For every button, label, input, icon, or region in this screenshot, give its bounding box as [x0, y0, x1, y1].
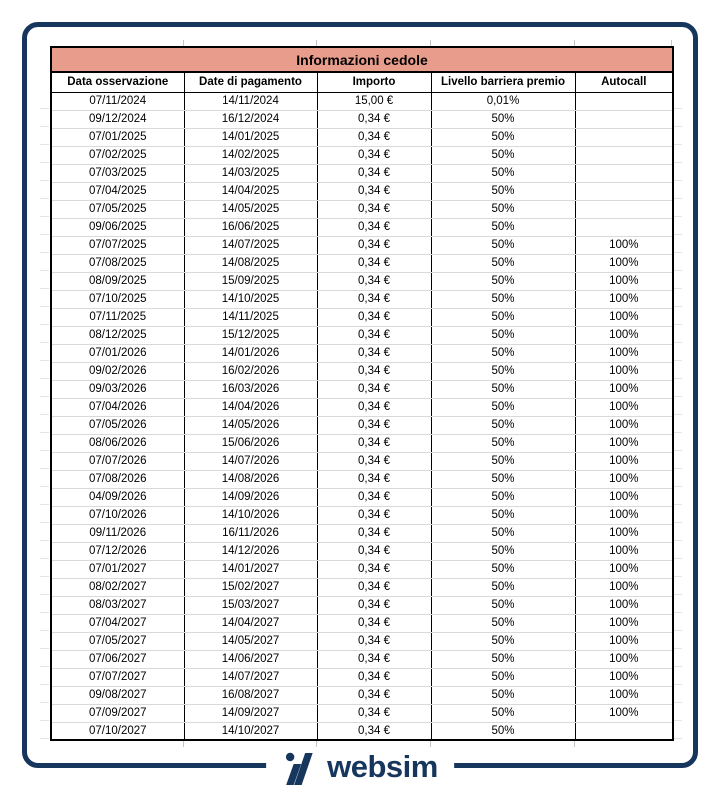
- cell-data-osservazione: 07/04/2025: [51, 182, 184, 200]
- cell-livello-barriera-premio: 50%: [431, 308, 575, 326]
- cell-data-osservazione: 08/12/2025: [51, 326, 184, 344]
- cell-date-pagamento: 14/10/2025: [184, 290, 317, 308]
- cell-livello-barriera-premio: 50%: [431, 686, 575, 704]
- cell-livello-barriera-premio: 50%: [431, 236, 575, 254]
- cell-date-pagamento: 14/04/2026: [184, 398, 317, 416]
- cell-autocall: 100%: [575, 272, 673, 290]
- cell-livello-barriera-premio: 50%: [431, 488, 575, 506]
- cell-data-osservazione: 09/11/2026: [51, 524, 184, 542]
- cell-data-osservazione: 07/01/2025: [51, 128, 184, 146]
- cell-date-pagamento: 14/04/2027: [184, 614, 317, 632]
- cell-date-pagamento: 14/07/2025: [184, 236, 317, 254]
- table-title: Informazioni cedole: [51, 47, 673, 72]
- cell-data-osservazione: 07/05/2027: [51, 632, 184, 650]
- cell-importo: 0,34 €: [317, 614, 431, 632]
- cell-autocall: 100%: [575, 686, 673, 704]
- cell-autocall: 100%: [575, 344, 673, 362]
- gridline-stub: [430, 741, 431, 747]
- cell-autocall: 100%: [575, 560, 673, 578]
- cell-data-osservazione: 07/07/2027: [51, 668, 184, 686]
- table-row: [51, 200, 673, 218]
- table-row: [51, 542, 673, 560]
- cell-importo: 0,34 €: [317, 254, 431, 272]
- cell-autocall: 100%: [575, 398, 673, 416]
- cell-importo: 0,34 €: [317, 578, 431, 596]
- websim-logo-mark: [282, 752, 318, 785]
- table-row: [51, 182, 673, 200]
- table-row: [51, 398, 673, 416]
- cell-autocall: 100%: [575, 470, 673, 488]
- gridline-stub: [183, 741, 184, 747]
- cell-importo: 0,34 €: [317, 146, 431, 164]
- cell-autocall: 100%: [575, 254, 673, 272]
- cell-livello-barriera-premio: 50%: [431, 524, 575, 542]
- table-title-row: [51, 47, 673, 72]
- cell-date-pagamento: 14/01/2026: [184, 344, 317, 362]
- table-row: [51, 650, 673, 668]
- cell-autocall: [575, 92, 673, 110]
- cell-importo: 0,34 €: [317, 164, 431, 182]
- cell-autocall: 100%: [575, 488, 673, 506]
- table-row: [51, 128, 673, 146]
- cell-autocall: 100%: [575, 506, 673, 524]
- cell-livello-barriera-premio: 50%: [431, 542, 575, 560]
- column-header: Date di pagamento: [184, 72, 317, 92]
- cell-data-osservazione: 08/03/2027: [51, 596, 184, 614]
- table-row: [51, 272, 673, 290]
- cell-data-osservazione: 07/01/2027: [51, 560, 184, 578]
- cell-autocall: [575, 164, 673, 182]
- cell-data-osservazione: 04/09/2026: [51, 488, 184, 506]
- cell-autocall: 100%: [575, 632, 673, 650]
- coupon-info-table: [50, 46, 674, 741]
- cell-livello-barriera-premio: 50%: [431, 452, 575, 470]
- cell-importo: 0,34 €: [317, 218, 431, 236]
- cell-importo: 0,34 €: [317, 182, 431, 200]
- cell-importo: 0,34 €: [317, 362, 431, 380]
- cell-autocall: [575, 146, 673, 164]
- cell-data-osservazione: 07/02/2025: [51, 146, 184, 164]
- table-row: [51, 560, 673, 578]
- cell-livello-barriera-premio: 50%: [431, 290, 575, 308]
- table-row: [51, 92, 673, 110]
- cell-date-pagamento: 14/07/2027: [184, 668, 317, 686]
- cell-importo: 0,34 €: [317, 470, 431, 488]
- cell-livello-barriera-premio: 50%: [431, 326, 575, 344]
- cell-importo: 0,34 €: [317, 398, 431, 416]
- cell-data-osservazione: 07/11/2024: [51, 92, 184, 110]
- cell-date-pagamento: 14/05/2025: [184, 200, 317, 218]
- cell-date-pagamento: 14/06/2027: [184, 650, 317, 668]
- cell-livello-barriera-premio: 50%: [431, 164, 575, 182]
- cell-date-pagamento: 14/04/2025: [184, 182, 317, 200]
- table-row: [51, 704, 673, 722]
- cell-data-osservazione: 07/06/2027: [51, 650, 184, 668]
- cell-importo: 0,34 €: [317, 488, 431, 506]
- cell-autocall: 100%: [575, 614, 673, 632]
- cell-date-pagamento: 14/11/2024: [184, 92, 317, 110]
- cell-importo: 0,34 €: [317, 452, 431, 470]
- cell-autocall: 100%: [575, 236, 673, 254]
- cell-data-osservazione: 07/04/2026: [51, 398, 184, 416]
- cell-importo: 0,34 €: [317, 560, 431, 578]
- table-row: [51, 416, 673, 434]
- cell-livello-barriera-premio: 50%: [431, 434, 575, 452]
- cell-data-osservazione: 07/01/2026: [51, 344, 184, 362]
- cell-livello-barriera-premio: 50%: [431, 200, 575, 218]
- table-row: [51, 380, 673, 398]
- table-row: [51, 362, 673, 380]
- table-row: [51, 470, 673, 488]
- cell-livello-barriera-premio: 50%: [431, 416, 575, 434]
- cell-data-osservazione: 08/06/2026: [51, 434, 184, 452]
- cell-autocall: 100%: [575, 650, 673, 668]
- cell-livello-barriera-premio: 50%: [431, 470, 575, 488]
- cell-autocall: 100%: [575, 326, 673, 344]
- cell-data-osservazione: 07/07/2025: [51, 236, 184, 254]
- cell-data-osservazione: 07/08/2026: [51, 470, 184, 488]
- cell-date-pagamento: 16/03/2026: [184, 380, 317, 398]
- cell-importo: 0,34 €: [317, 326, 431, 344]
- cell-importo: 0,34 €: [317, 416, 431, 434]
- cell-importo: 0,34 €: [317, 506, 431, 524]
- cell-autocall: 100%: [575, 290, 673, 308]
- cell-data-osservazione: 07/03/2025: [51, 164, 184, 182]
- cell-livello-barriera-premio: 50%: [431, 668, 575, 686]
- cell-date-pagamento: 14/09/2026: [184, 488, 317, 506]
- gridline-stub: [316, 741, 317, 747]
- cell-date-pagamento: 14/11/2025: [184, 308, 317, 326]
- cell-livello-barriera-premio: 50%: [431, 380, 575, 398]
- column-header: Importo: [317, 72, 431, 92]
- cell-autocall: 100%: [575, 704, 673, 722]
- cell-importo: 0,34 €: [317, 380, 431, 398]
- cell-date-pagamento: 14/10/2027: [184, 722, 317, 740]
- cell-autocall: [575, 128, 673, 146]
- cell-autocall: [575, 110, 673, 128]
- table-row: [51, 218, 673, 236]
- table-row: [51, 614, 673, 632]
- gridline-stub: [574, 741, 575, 747]
- cell-importo: 0,34 €: [317, 128, 431, 146]
- cell-autocall: 100%: [575, 668, 673, 686]
- cell-livello-barriera-premio: 50%: [431, 362, 575, 380]
- table-row: [51, 488, 673, 506]
- table-row: [51, 308, 673, 326]
- cell-livello-barriera-premio: 50%: [431, 146, 575, 164]
- cell-importo: 0,34 €: [317, 596, 431, 614]
- cell-autocall: [575, 200, 673, 218]
- cell-date-pagamento: 15/09/2025: [184, 272, 317, 290]
- cell-data-osservazione: 09/02/2026: [51, 362, 184, 380]
- websim-logo-text: websim: [327, 749, 438, 784]
- cell-livello-barriera-premio: 50%: [431, 272, 575, 290]
- cell-date-pagamento: 14/05/2026: [184, 416, 317, 434]
- column-header: Data osservazione: [51, 72, 184, 92]
- cell-autocall: 100%: [575, 524, 673, 542]
- cell-date-pagamento: 14/07/2026: [184, 452, 317, 470]
- cell-livello-barriera-premio: 50%: [431, 632, 575, 650]
- cell-data-osservazione: 07/05/2026: [51, 416, 184, 434]
- cell-data-osservazione: 09/12/2024: [51, 110, 184, 128]
- table-row: [51, 452, 673, 470]
- cell-importo: 0,34 €: [317, 668, 431, 686]
- cell-autocall: 100%: [575, 308, 673, 326]
- table-row: [51, 164, 673, 182]
- cell-importo: 0,34 €: [317, 632, 431, 650]
- cell-importo: 0,34 €: [317, 434, 431, 452]
- cell-livello-barriera-premio: 50%: [431, 704, 575, 722]
- column-header: Livello barriera premio: [431, 72, 575, 92]
- table-row: [51, 344, 673, 362]
- cell-date-pagamento: 16/12/2024: [184, 110, 317, 128]
- gridline-strip-left: [40, 91, 49, 741]
- cell-data-osservazione: 07/09/2027: [51, 704, 184, 722]
- cell-livello-barriera-premio: 50%: [431, 344, 575, 362]
- cell-autocall: [575, 182, 673, 200]
- cell-livello-barriera-premio: 50%: [431, 560, 575, 578]
- cell-autocall: 100%: [575, 596, 673, 614]
- cell-data-osservazione: 08/09/2025: [51, 272, 184, 290]
- table-row: [51, 110, 673, 128]
- cell-livello-barriera-premio: 50%: [431, 182, 575, 200]
- cell-importo: 0,34 €: [317, 272, 431, 290]
- table-row: [51, 434, 673, 452]
- cell-date-pagamento: 15/02/2027: [184, 578, 317, 596]
- table-row: [51, 326, 673, 344]
- cell-data-osservazione: 07/11/2025: [51, 308, 184, 326]
- cell-importo: 0,34 €: [317, 524, 431, 542]
- cell-autocall: 100%: [575, 362, 673, 380]
- cell-importo: 0,34 €: [317, 686, 431, 704]
- cell-livello-barriera-premio: 50%: [431, 596, 575, 614]
- cell-importo: 0,34 €: [317, 722, 431, 740]
- cell-livello-barriera-premio: 50%: [431, 650, 575, 668]
- cell-autocall: [575, 722, 673, 740]
- cell-date-pagamento: 16/11/2026: [184, 524, 317, 542]
- cell-livello-barriera-premio: 50%: [431, 128, 575, 146]
- cell-importo: 0,34 €: [317, 650, 431, 668]
- table-row: [51, 578, 673, 596]
- cell-importo: 15,00 €: [317, 92, 431, 110]
- cell-livello-barriera-premio: 50%: [431, 722, 575, 740]
- cell-autocall: 100%: [575, 578, 673, 596]
- cell-livello-barriera-premio: 50%: [431, 218, 575, 236]
- cell-data-osservazione: 07/08/2025: [51, 254, 184, 272]
- cell-data-osservazione: 08/02/2027: [51, 578, 184, 596]
- websim-logo: [266, 751, 454, 785]
- cell-autocall: [575, 218, 673, 236]
- cell-date-pagamento: 14/03/2025: [184, 164, 317, 182]
- cell-data-osservazione: 09/08/2027: [51, 686, 184, 704]
- table-row: [51, 686, 673, 704]
- cell-data-osservazione: 09/03/2026: [51, 380, 184, 398]
- cell-livello-barriera-premio: 50%: [431, 254, 575, 272]
- table-row: [51, 146, 673, 164]
- cell-date-pagamento: 14/01/2025: [184, 128, 317, 146]
- table-row: [51, 290, 673, 308]
- cell-data-osservazione: 09/06/2025: [51, 218, 184, 236]
- cell-importo: 0,34 €: [317, 290, 431, 308]
- cell-date-pagamento: 15/03/2027: [184, 596, 317, 614]
- header-row: [51, 72, 673, 92]
- cell-date-pagamento: 16/08/2027: [184, 686, 317, 704]
- cell-autocall: 100%: [575, 434, 673, 452]
- table-row: [51, 722, 673, 740]
- cell-date-pagamento: 15/06/2026: [184, 434, 317, 452]
- cell-importo: 0,34 €: [317, 236, 431, 254]
- cell-date-pagamento: 14/12/2026: [184, 542, 317, 560]
- cell-importo: 0,34 €: [317, 542, 431, 560]
- cell-autocall: 100%: [575, 380, 673, 398]
- cell-data-osservazione: 07/12/2026: [51, 542, 184, 560]
- table-row: [51, 668, 673, 686]
- cell-livello-barriera-premio: 50%: [431, 398, 575, 416]
- cell-importo: 0,34 €: [317, 344, 431, 362]
- cell-livello-barriera-premio: 50%: [431, 578, 575, 596]
- cell-data-osservazione: 07/10/2027: [51, 722, 184, 740]
- cell-data-osservazione: 07/04/2027: [51, 614, 184, 632]
- cell-livello-barriera-premio: 50%: [431, 506, 575, 524]
- cell-date-pagamento: 16/02/2026: [184, 362, 317, 380]
- cell-importo: 0,34 €: [317, 308, 431, 326]
- table-body: [51, 92, 673, 740]
- column-header: Autocall: [575, 72, 673, 92]
- cell-date-pagamento: 14/01/2027: [184, 560, 317, 578]
- cell-date-pagamento: 15/12/2025: [184, 326, 317, 344]
- cell-date-pagamento: 16/06/2025: [184, 218, 317, 236]
- cell-autocall: 100%: [575, 416, 673, 434]
- gridline-strip-right: [673, 91, 682, 741]
- cell-importo: 0,34 €: [317, 200, 431, 218]
- cell-date-pagamento: 14/08/2025: [184, 254, 317, 272]
- cell-livello-barriera-premio: 50%: [431, 110, 575, 128]
- cell-date-pagamento: 14/08/2026: [184, 470, 317, 488]
- cell-livello-barriera-premio: 0,01%: [431, 92, 575, 110]
- cell-date-pagamento: 14/10/2026: [184, 506, 317, 524]
- cell-data-osservazione: 07/07/2026: [51, 452, 184, 470]
- table-row: [51, 524, 673, 542]
- table-row: [51, 632, 673, 650]
- cell-importo: 0,34 €: [317, 110, 431, 128]
- cell-date-pagamento: 14/09/2027: [184, 704, 317, 722]
- cell-livello-barriera-premio: 50%: [431, 614, 575, 632]
- cell-importo: 0,34 €: [317, 704, 431, 722]
- cell-date-pagamento: 14/05/2027: [184, 632, 317, 650]
- table-row: [51, 596, 673, 614]
- cell-date-pagamento: 14/02/2025: [184, 146, 317, 164]
- cell-autocall: 100%: [575, 542, 673, 560]
- cell-data-osservazione: 07/05/2025: [51, 200, 184, 218]
- table-row: [51, 254, 673, 272]
- cell-data-osservazione: 07/10/2025: [51, 290, 184, 308]
- table-row: [51, 506, 673, 524]
- cell-data-osservazione: 07/10/2026: [51, 506, 184, 524]
- table-row: [51, 236, 673, 254]
- cell-autocall: 100%: [575, 452, 673, 470]
